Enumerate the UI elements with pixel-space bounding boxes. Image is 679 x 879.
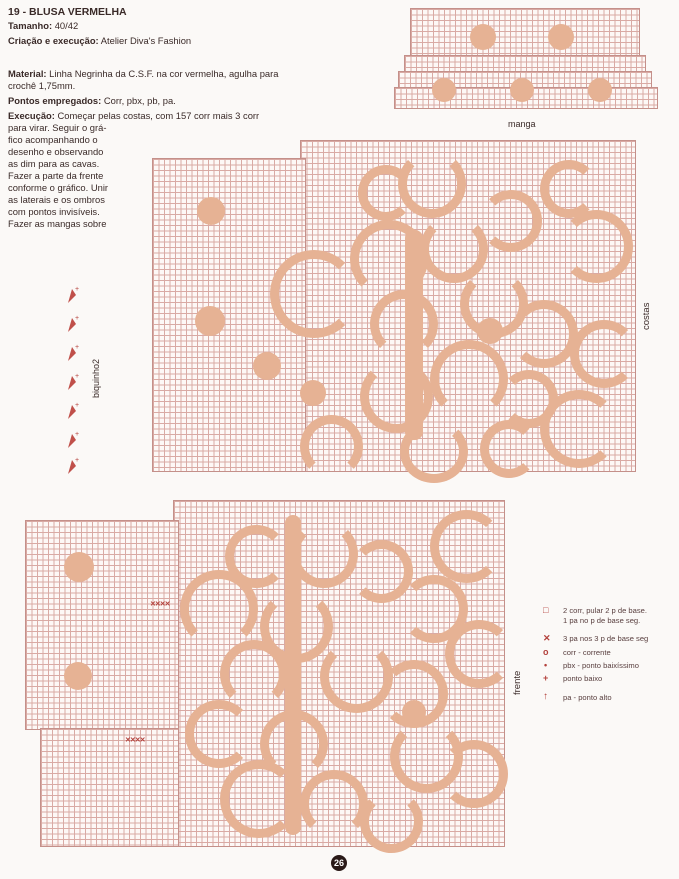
execution-label: Execução: — [8, 110, 55, 121]
svg-text:+: + — [75, 373, 80, 380]
svg-text:+: + — [75, 344, 80, 351]
size-label: Tamanho: — [8, 20, 53, 31]
material-text-2: crochê 1,75mm. — [8, 80, 76, 91]
treble-icon: ↑ — [543, 691, 548, 702]
stitches-label: Pontos empregados: — [8, 95, 102, 106]
execution-line-9: Fazer as mangas sobre — [8, 218, 107, 229]
execution-line-0 — [8, 110, 328, 122]
biquinho-icon — [66, 399, 80, 421]
execution-line-4: as dim para as cavas. — [8, 158, 100, 169]
biquinho-label: biquinho2 — [91, 358, 101, 398]
costas-label: costas — [641, 302, 652, 330]
biquinho-icon — [66, 428, 80, 450]
svg-text:+: + — [75, 315, 80, 322]
biquinho-icon — [66, 341, 80, 363]
legend-text: 2 corr, pular 2 p de base. — [563, 606, 648, 615]
material-line — [8, 68, 328, 80]
creation-line — [8, 35, 191, 47]
material-label: Material: — [8, 68, 47, 79]
biquinho-icon — [66, 283, 80, 305]
execution-line-8: com pontos invisíveis. — [8, 206, 100, 217]
size-line — [8, 20, 78, 32]
biquinho-icon — [66, 454, 80, 476]
legend-text: ponto baixo — [563, 674, 603, 683]
stitches-line — [8, 95, 176, 107]
plus-icon: + — [543, 673, 549, 683]
legend-text: pa - ponto alto — [563, 693, 612, 702]
execution-line-3: desenho e observando — [8, 146, 104, 157]
size-value: 40/42 — [54, 20, 79, 31]
creation-label: Criação e execução: — [8, 35, 99, 46]
cross-icon: ✕ — [543, 633, 551, 643]
page-number: 26 — [331, 855, 347, 871]
execution-line-5: Fazer a parte da frente — [8, 170, 104, 181]
creation-value: Atelier Diva's Fashion — [100, 35, 192, 46]
biquinho-icon — [66, 370, 80, 392]
svg-text:+: + — [75, 402, 80, 409]
svg-text:+: + — [75, 457, 80, 464]
frente-label: frente — [512, 670, 523, 695]
execution-line-2: fico acompanhando o — [8, 134, 98, 145]
execution-line-6: conforme o gráfico. Unir — [8, 182, 109, 193]
material-text-1: Linha Negrinha da C.S.F. na cor vermelha, agulha para — [49, 68, 279, 79]
legend-text: 1 pa no p de base seg. — [563, 616, 641, 625]
svg-text:+: + — [75, 431, 80, 438]
chain-icon: o — [543, 647, 549, 657]
page-title: 19 - BLUSA VERMELHA — [8, 6, 127, 18]
square-icon: □ — [543, 605, 549, 615]
legend-text: 3 pa nos 3 p de base seg — [563, 634, 649, 643]
manga-label: manga — [508, 119, 536, 129]
biquinho-icon — [66, 312, 80, 334]
svg-text:+: + — [75, 286, 80, 293]
execution-line-7: as laterais e os ombros — [8, 194, 105, 205]
legend-text: pbx - ponto baixíssimo — [563, 661, 639, 670]
legend-text: corr - corrente — [563, 648, 611, 657]
dot-icon: • — [544, 660, 548, 670]
execution-text-0: Começar pelas costas, com 157 corr mais 3 corr — [57, 110, 260, 121]
execution-line-1: para virar. Seguir o grá- — [8, 122, 107, 133]
stitches-text: Corr, pbx, pb, pa. — [103, 95, 176, 106]
